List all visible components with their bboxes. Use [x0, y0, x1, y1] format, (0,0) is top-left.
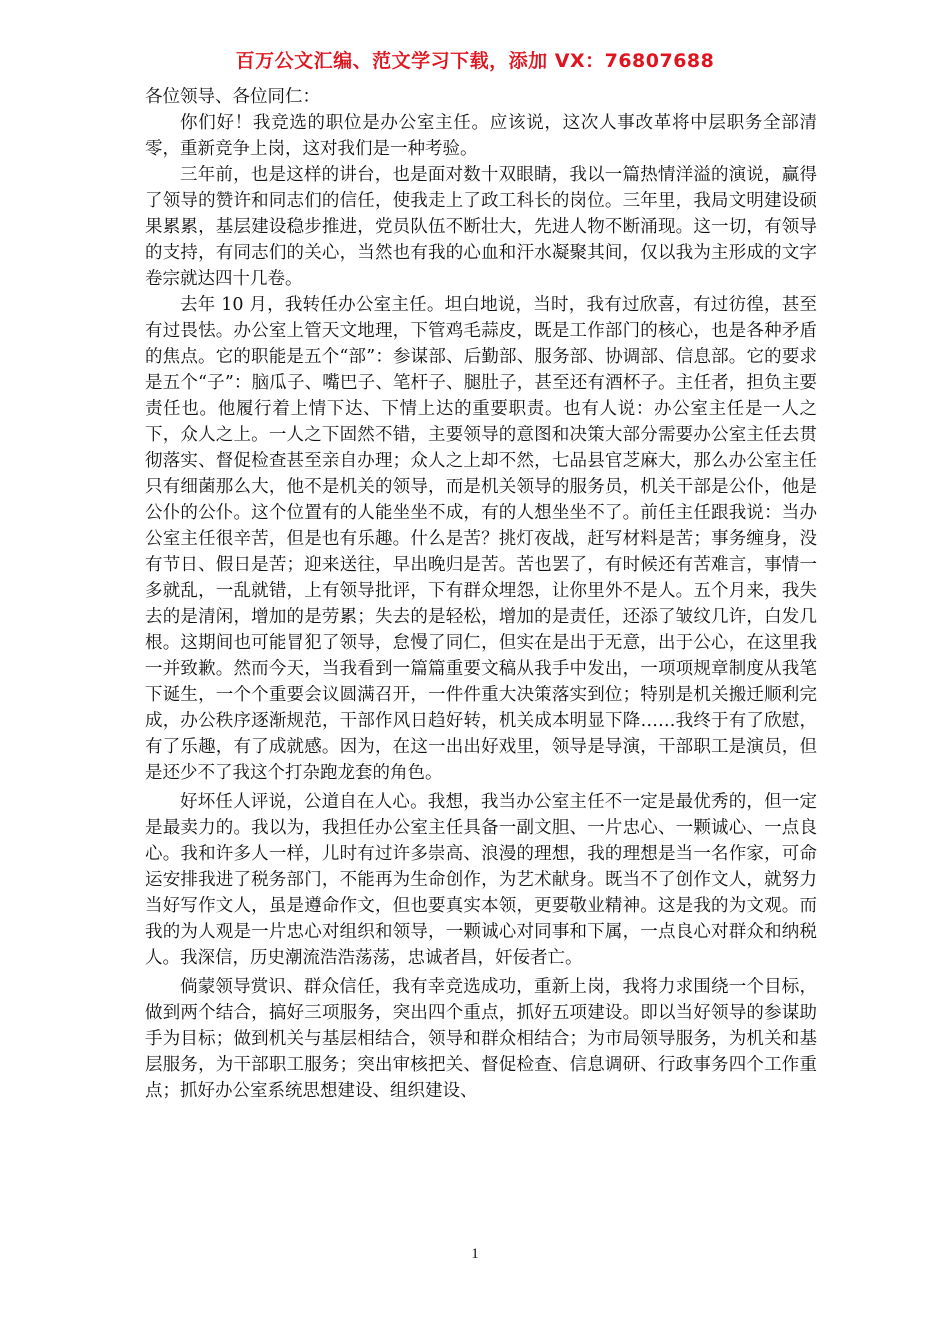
paragraph: 倘蒙领导赏识、群众信任，我有幸竞选成功，重新上岗，我将力求围绕一个目标，做到两个结合，搞好三项服务，突出四个重点，抓好五项建设。即以当好领导的参谋助手为目标；做到机关与基层相结合，领导和群众相结合；为市局领导服务，为机关和基层服务，为干部职工服务；突出审核把关、督促检查、信息调研、行政事务四个工作重点；抓好办公室系统思想建设、组织建设、 [145, 977, 817, 1101]
paragraph: 好坏任人评说，公道自在人心。我想，我当办公室主任不一定是最优秀的，但一定是最卖力的。我以为，我担任办公室主任具备一副文胆、一片忠心、一颗诚心、一点良心。我和许多人一样，儿时有过许多崇高、浪漫的理想，我的理想是当一名作家，可命运安排我进了税务部门，不能再为生命创作，为艺术献身。既当不了创作文人，就努力当好写作文人，虽是遵命作文，但也要真实本领，更要敬业精神。这是我的为文观。而我的为人观是一片忠心对组织和领导，一颗诚心对同事和下属，一点良心对群众和纳税人。我深信，历史潮流浩浩荡荡，忠诚者昌，奸佞者亡。 [145, 792, 817, 968]
paragraph: 你们好！我竞选的职位是办公室主任。应该说，这次人事改革将中层职务全部清零，重新竞争上岗，这对我们是一种考验。 [145, 113, 817, 159]
paragraph: 去年 10 月，我转任办公室主任。坦白地说，当时，我有过欣喜，有过彷徨，甚至有过畏怯。办公室上管天文地理，下管鸡毛蒜皮，既是工作部门的核心，也是各种矛盾的焦点。它的职能是五个“部”：参谋部、后勤部、服务部、协调部、信息部。它的要求是五个“子”：脑瓜子、嘴巴子、笔杆子、腿肚子，甚至还有酒杯子。主任者，担负主要责任也。他履行着上情下达、下情上达的重要职责。也有人说：办公室主任是一人之下，众人之上。一人之下固然不错，主要领导的意图和决策大部分需要办公室主任去贯彻落实、督促检查甚至亲自办理；众人之上却不然，七品县官芝麻大，那么办公室主任只有细菌那么大，他不是机关的领导，而是机关领导的服务员，机关干部是公仆，他是公仆的公仆。这个位置有的人能坐坐不成，有的人想坐坐不了。前任主任跟我说：当办公室主任很辛苦，但是也有乐趣。什么是苦？挑灯夜战，赶写材料是苦；事务缠身，没有节日、假日是苦；迎来送往，早出晚归是苦。苦也罢了，有时候还有苦难言，事情一多就乱，一乱就错，上有领导批评，下有群众埋怨，让你里外不是人。五个月来，我失去的是清闲，增加的是劳累；失去的是轻松，增加的是责任，还添了皱纹几许，白发几根。这期间也可能冒犯了领导，怠慢了同仁，但实在是出于无意，出于公心，在这里我一并致歉。然而今天，当我看到一篇篇重要文稿从我手中发出，一项项规章制度从我笔下诞生，一个个重要会议圆满召开，一件件重大决策落实到位；特别是机关搬迁顺利完成，办公秩序逐渐规范，干部作风日趋好转，机关成本明显下降……我终于有了欣慰，有了乐趣，有了成就感。因为，在这一出出好戏里，领导是导演，干部职工是演员，但是还少不了我这个打杂跑龙套的角色。 [145, 295, 817, 783]
salutation: 各位领导、各位同仁： [145, 87, 320, 107]
paragraph: 三年前，也是这样的讲台，也是面对数十双眼睛，我以一篇热情洋溢的演说，赢得了领导的赞许和同志们的信任，使我走上了政工科长的岗位。三年里，我局文明建设硕果累累，基层建设稳步推进，党员队伍不断壮大，先进人物不断涌现。这一切，有领导的支持，有同志们的关心，当然也有我的心血和汗水凝聚其间，仅以我为主形成的文字卷宗就达四十几卷。 [145, 165, 817, 289]
page-number: 1 [471, 1246, 479, 1262]
download-banner: 百万公文汇编、范文学习下载，添加 VX：76807688 [235, 50, 715, 72]
document-body [145, 84, 817, 1104]
